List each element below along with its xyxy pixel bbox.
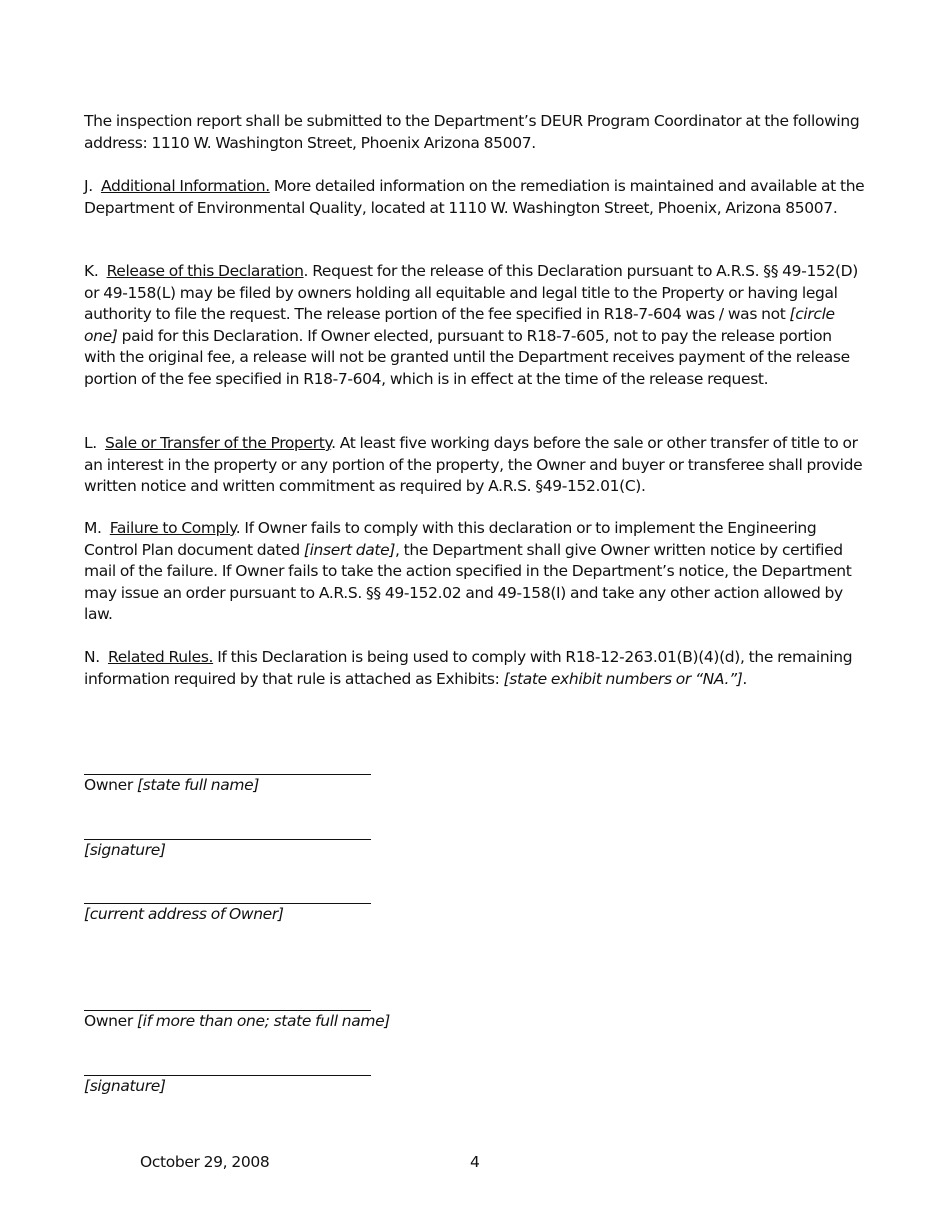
- signature-block-signature2: [84, 1055, 484, 1098]
- section-text: . At least five working days before the sale or other transfer of title to or an interest in the property or any portion of the property, the Owner and buyer or transferee shall provide written notice and written commitment as required by A.R.S. §49-152.01(C).: [84, 434, 863, 495]
- section-letter: L.: [84, 434, 97, 452]
- address-label: [current address of Owner]: [84, 905, 284, 923]
- footer-date: October 29, 2008: [140, 1153, 270, 1171]
- signature-line: [84, 819, 371, 840]
- section-title: Sale or Transfer of the Property: [105, 434, 332, 452]
- signature-block-address: [84, 883, 484, 926]
- section-letter: J.: [84, 177, 93, 195]
- paragraph-l: [84, 433, 866, 498]
- signature-block-signature1: [84, 819, 484, 862]
- signature-line: [84, 883, 371, 904]
- section-title: Release of this Declaration: [106, 262, 304, 280]
- placeholder-insert-date: [insert date]: [303, 540, 396, 559]
- paragraph-m: [84, 518, 866, 626]
- section-text: . Request for the release of this Declaration pursuant to A.R.S. §§ 49-152(D) or 49-158(L) may be filed by owners holding all equitable and legal title to the Property or having legal authority to file the request. The release portion of the fee specified in R18-7-604 was / was not: [84, 262, 858, 323]
- placeholder-exhibit-numbers: [state exhibit numbers or “NA.”]: [503, 669, 743, 688]
- owner2-placeholder: [if more than one; state full name]: [136, 1012, 391, 1030]
- section-letter: K.: [84, 262, 99, 280]
- section-text: More detailed information on the remediation is maintained and available at the Department of Environmental Quality, located at 1110 W. Washington Street, Phoenix, Arizona 85007.: [84, 177, 865, 217]
- signature-line: [84, 1055, 371, 1076]
- section-text-end: .: [742, 669, 747, 688]
- paragraph-inspection: [84, 111, 866, 154]
- section-letter: M.: [84, 519, 102, 537]
- signature-block-owner1-name: [84, 754, 484, 797]
- footer-page-number: 4: [470, 1153, 480, 1171]
- section-title: Additional Information.: [100, 177, 270, 195]
- section-title: Related Rules.: [107, 648, 214, 666]
- owner-prefix: Owner: [84, 776, 137, 794]
- paragraph-j: [84, 176, 866, 219]
- placeholder-circle-one: [circle one]: [84, 305, 835, 345]
- signature-line: [84, 990, 371, 1011]
- signature-block-owner2-name: [84, 990, 484, 1033]
- owner1-label: [84, 775, 484, 797]
- owner1-placeholder: [state full name]: [136, 776, 260, 794]
- owner-prefix: Owner: [84, 1012, 137, 1030]
- section-text: . If Owner fails to comply with this declaration or to implement the Engineering Control Plan document dated: [84, 519, 817, 559]
- owner2-label: [84, 1011, 484, 1033]
- signature2-label: [signature]: [84, 1077, 166, 1095]
- inspection-text: The inspection report shall be submitted to the Department’s DEUR Program Coordinator at the following address: 1110 W. Washington Street, Phoenix Arizona 85007.: [84, 112, 860, 152]
- section-title: Failure to Comply: [109, 519, 236, 537]
- section-text: , the Department shall give Owner written notice by certified mail of the failure. If Owner fails to take the action specified in the Department’s notice, the Department may issue an order pursuant to A.R.S. §§ 49-152.02 and 49-158(I) and take any other action allowed by law.: [84, 540, 852, 623]
- paragraph-n: [84, 647, 866, 690]
- signature1-label: [signature]: [84, 841, 166, 859]
- signature-line: [84, 754, 371, 775]
- section-text: paid for this Declaration. If Owner elected, pursuant to R18-7-605, not to pay the release portion with the original fee, a release will not be granted until the Department receives payment of the release portion of the fee specified in R18-7-604, which is in effect at the time of the release request.: [84, 326, 850, 388]
- section-text: If this Declaration is being used to comply with R18-12-263.01(B)(4)(d), the remaining information required by that rule is attached as Exhibits:: [84, 648, 853, 688]
- paragraph-k: [84, 261, 866, 390]
- section-letter: N.: [84, 648, 100, 666]
